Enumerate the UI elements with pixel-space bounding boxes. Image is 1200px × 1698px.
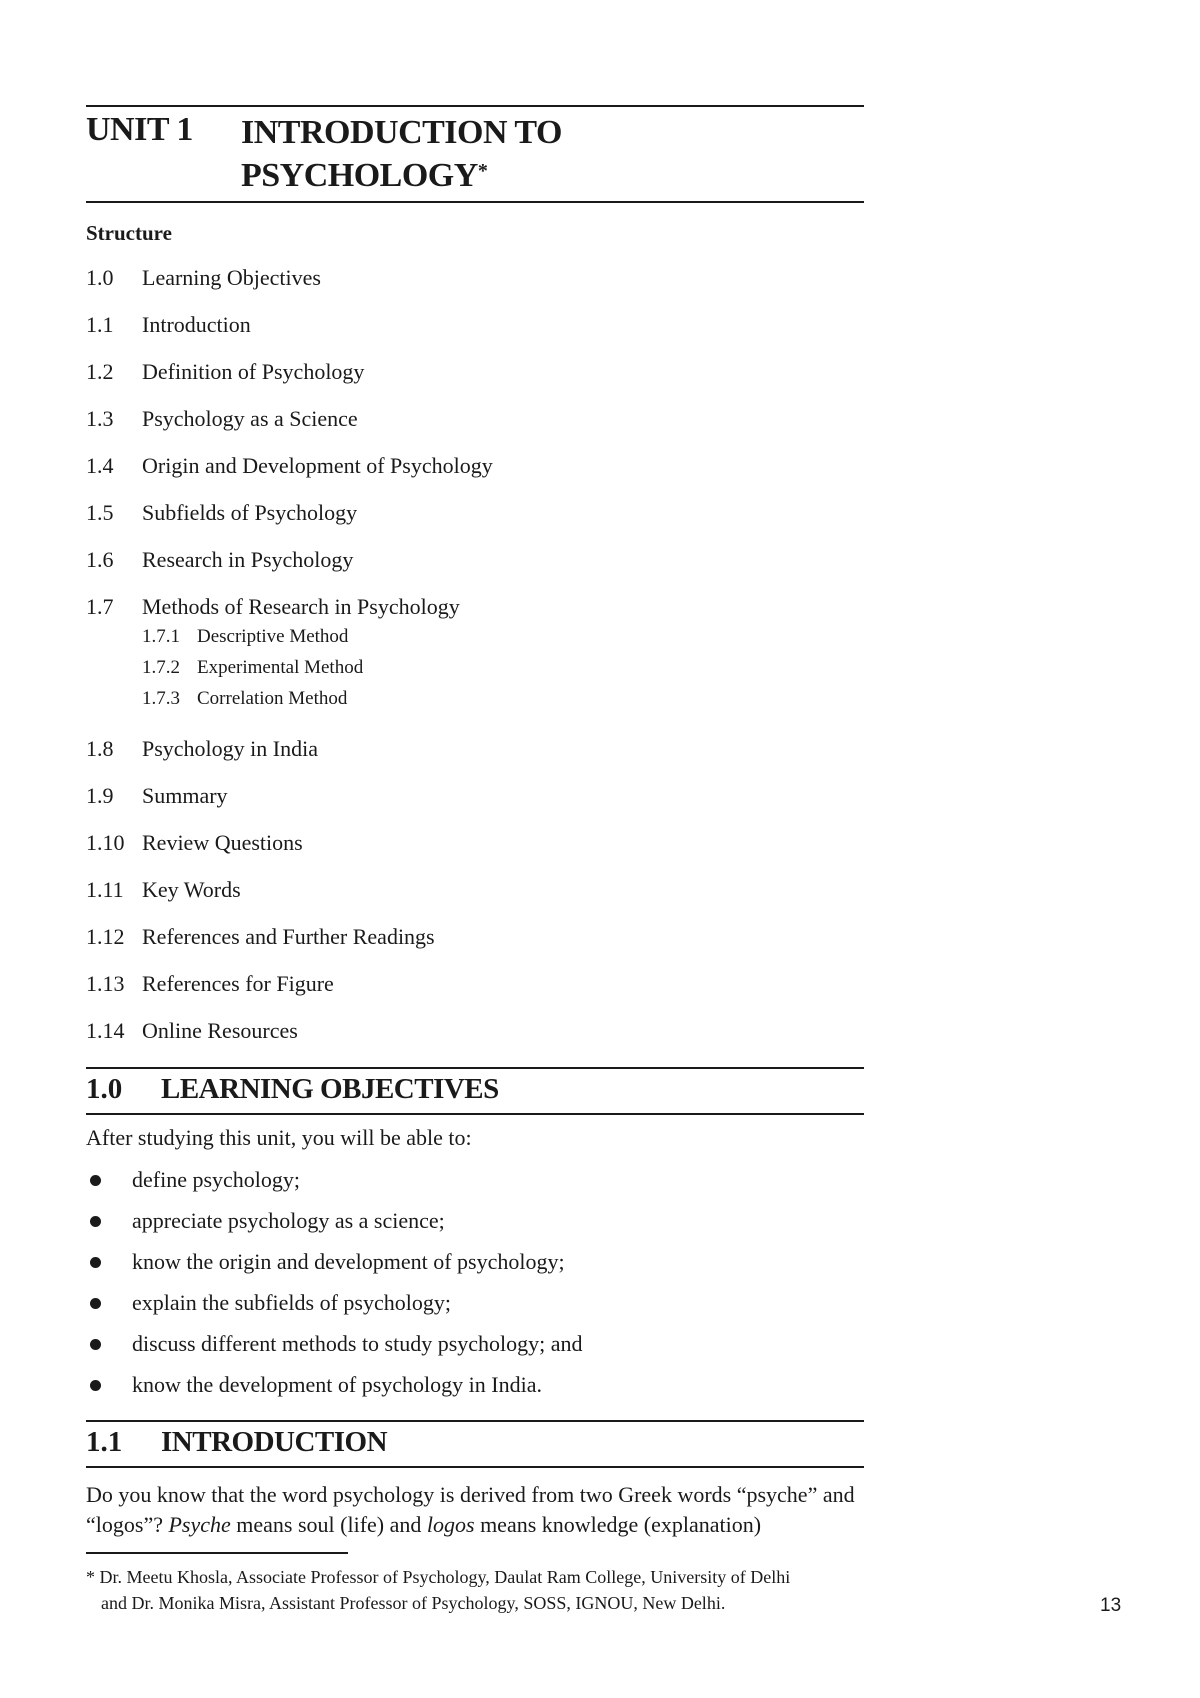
toc-text: Psychology in India [142,736,318,761]
toc-item [86,499,864,546]
section-heading-learning-objectives [86,1067,864,1115]
structure-heading: Structure [86,221,172,245]
toc-text: Subfields of Psychology [142,500,358,525]
footnote-line: * Dr. Meetu Khosla, Associate Professor of Psychology, Daulat Ram College, University of Delhi [86,1567,791,1587]
objective-text: explain the subfields of psychology; [132,1290,451,1315]
toc-subitem-num: 1.7.2 [142,657,180,678]
toc-item [86,264,864,311]
bullet-icon [90,1257,101,1268]
toc-num: 1.6 [86,547,114,572]
footnote-marker: * [477,160,488,182]
toc-num: 1.5 [86,500,114,525]
toc-item [86,970,864,1017]
toc-text: Learning Objectives [142,265,321,290]
toc-subitem-text: Correlation Method [197,688,348,709]
page-number: 13 [1100,1595,1122,1616]
objective-text: appreciate psychology as a science; [132,1208,445,1233]
unit-header [86,105,864,203]
section-number: 1.0 [86,1073,123,1105]
toc-text: Review Questions [142,830,303,855]
toc-num: 1.3 [86,406,114,431]
unit-title-line2-text: PSYCHOLOGY [241,157,478,194]
footnote-line: and Dr. Monika Misra, Assistant Professor of Psychology, SOSS, IGNOU, New Delhi. [101,1593,726,1613]
bullet-icon [90,1339,101,1350]
list-item [86,1207,864,1248]
para-emphasis: Psyche [168,1512,231,1537]
toc-subitem-text: Descriptive Method [197,626,349,647]
objective-text: know the origin and development of psychology; [132,1249,565,1274]
toc-num: 1.4 [86,453,114,478]
toc-item [86,829,864,876]
toc-text: Introduction [142,312,251,337]
toc-text: Methods of Research in Psychology [142,594,460,619]
toc-text: Origin and Development of Psychology [142,453,493,478]
toc-num: 1.2 [86,359,114,384]
list-item [86,1248,864,1289]
toc-text: Psychology as a Science [142,406,358,431]
toc-subitem-num: 1.7.3 [142,688,180,709]
table-of-contents [86,264,864,1064]
toc-text: References for Figure [142,971,334,996]
toc-num: 1.13 [86,971,125,996]
para-text: means knowledge (explanation) [474,1512,762,1537]
section-title: LEARNING OBJECTIVES [161,1073,499,1105]
section-heading-introduction [86,1420,864,1468]
toc-item [86,1017,864,1064]
toc-subitem-text: Experimental Method [197,657,364,678]
objectives-list [86,1166,864,1412]
section-number: 1.1 [86,1426,123,1458]
toc-text: Summary [142,783,228,808]
para-text: Do you know that the word psychology is derived from two Greek words “psyche” and “logos”? [86,1482,855,1537]
list-item [86,1371,864,1412]
list-item [86,1166,864,1207]
toc-num: 1.0 [86,265,114,290]
toc-text: References and Further Readings [142,924,435,949]
list-item [86,1289,864,1330]
toc-item [86,923,864,970]
introduction-paragraph [86,1480,876,1540]
bullet-icon [90,1298,101,1309]
unit-label: UNIT 1 [86,111,193,148]
toc-item [86,593,864,735]
footnote-divider [86,1552,348,1554]
section-title: INTRODUCTION [161,1426,388,1458]
footnote [86,1564,876,1616]
toc-item [86,452,864,499]
objective-text: know the development of psychology in India. [132,1372,542,1397]
unit-title [241,111,562,197]
objectives-intro: After studying this unit, you will be able to: [86,1125,472,1150]
unit-title-line1: INTRODUCTION TO [241,114,562,151]
toc-num: 1.7 [86,594,114,619]
toc-num: 1.8 [86,736,114,761]
objective-text: define psychology; [132,1167,301,1192]
bullet-icon [90,1216,101,1227]
bullet-icon [90,1175,101,1186]
toc-num: 1.10 [86,830,125,855]
toc-text: Definition of Psychology [142,359,365,384]
toc-num: 1.12 [86,924,125,949]
toc-num: 1.9 [86,783,114,808]
toc-item [86,735,864,782]
toc-num: 1.11 [86,877,124,902]
toc-item [86,311,864,358]
bullet-icon [90,1380,101,1391]
list-item [86,1330,864,1371]
toc-text: Key Words [142,877,241,902]
toc-item [86,405,864,452]
para-text: means soul (life) and [230,1512,427,1537]
para-emphasis: logos [426,1512,475,1537]
unit-title-line2 [241,154,562,197]
toc-text: Research in Psychology [142,547,354,572]
toc-item [86,546,864,593]
toc-item [86,782,864,829]
toc-item [86,876,864,923]
objective-text: discuss different methods to study psychology; and [132,1331,583,1356]
toc-item [86,358,864,405]
toc-num: 1.1 [86,312,114,337]
toc-text: Online Resources [142,1018,298,1043]
toc-subitem-num: 1.7.1 [142,626,180,647]
toc-num: 1.14 [86,1018,125,1043]
